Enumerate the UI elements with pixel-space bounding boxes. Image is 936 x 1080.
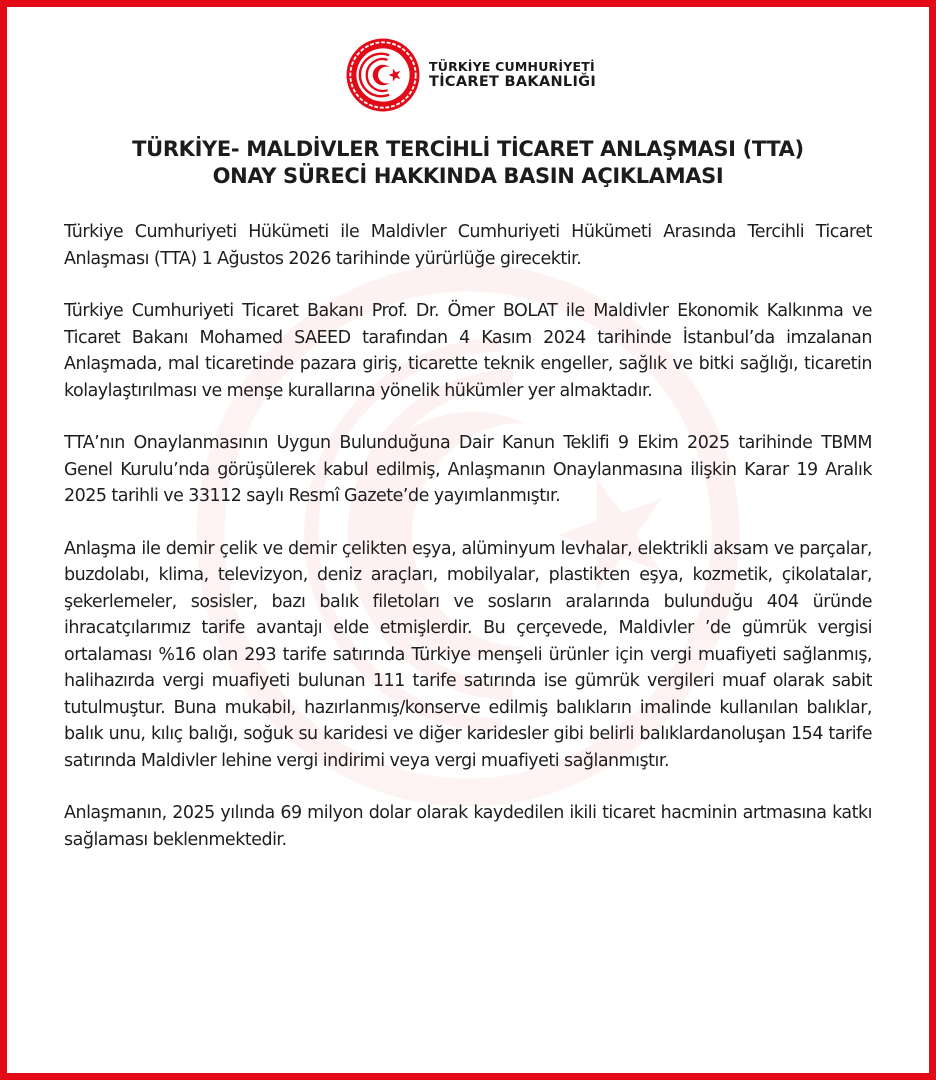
body-paragraph-1: Türkiye Cumhuriyeti Hükümeti ile Maldivler Cumhuriyeti Hükümeti Arasında Tercihli Ticaret Anlaşması (TTA) 1 Ağustos 2026 tarihinde yürürlüğe girecektir. (64, 222, 872, 269)
body-paragraph-2: Türkiye Cumhuriyeti Ticaret Bakanı Prof. Dr. Ömer BOLAT ile Maldivler Ekonomik Kalkınma ve Ticaret Bakanı Mohamed SAEED tarafından 4 Kasım 2024 tarihinde İstanbul’da imzalanan Anlaşmada, mal ticaretinde pazara giriş, ticarette teknik engeller, sağlık ve bitki sağlığı, ticaretin kolaylaştırılması ve menşe kurallarına yönelik hükümler yer almaktadır. (64, 301, 872, 401)
press-release-title (40, 136, 896, 190)
ministry-header (345, 37, 596, 113)
body-paragraph-4: Anlaşma ile demir çelik ve demir çelikten eşya, alüminyum levhalar, elektrikli aksam ve parçalar, buzdolabı, klima, televizyon, deniz araçları, mobilyalar, plastikten eşya, kozmetik, çikolatalar, şekerlemeler, sosisler, bazı balık filetoları ve sosların aralarında bulunduğu 404 üründe ihracatçılarımız tarife avantajı elde etmişlerdir. Bu çerçevede, Maldivler ’de gümrük vergisi ortalaması %16 olan 293 tarife satırında Türkiye menşeli ürünler için vergi muafiyeti sağlanmış, halihazırda vergi muafiyeti bulunan 111 tarife satırında ise gümrük vergileri muaf olarak sabit tutulmuştur. Buna mukabil, hazırlanmış/konserve edilmiş balıkların imalinde kullanılan balıklar, balık unu, kılıç balığı, soğuk su karidesi ve diğer karidesler gibi belirli balıklardanoluşan 154 tarife satırında Maldivler lehine vergi indirimi veya vergi muafiyeti sağlanmıştır. (64, 538, 872, 771)
body-paragraph-5: Anlaşmanın, 2025 yılında 69 milyon dolar olarak kaydedilen ikili ticaret hacminin artmasına katkı sağlaması beklenmektedir. (64, 803, 872, 850)
ministry-name-line1: TÜRKİYE CUMHURİYETİ (429, 58, 595, 74)
title-line1: TÜRKİYE- MALDİVLER TERCİHLİ TİCARET ANLAŞMASI (TTA) (132, 137, 804, 161)
title-line2: ONAY SÜRECİ HAKKINDA BASIN AÇIKLAMASI (212, 164, 724, 188)
ministry-emblem-icon (345, 37, 421, 113)
press-release-body (64, 219, 872, 879)
ministry-name (429, 60, 596, 90)
body-paragraph-3: TTA’nın Onaylanmasının Uygun Bulunduğuna Dair Kanun Teklifi 9 Ekim 2025 tarihinde TBMM Genel Kurulu’nda görüşülerek kabul edilmiş, Anlaşmanın Onaylanmasına ilişkin Karar 19 Aralık 2025 tarihli ve 33112 saylı Resmî Gazete’de yayımlanmıştır. (64, 433, 872, 506)
ministry-name-line2: TİCARET BAKANLIĞI (429, 73, 597, 90)
